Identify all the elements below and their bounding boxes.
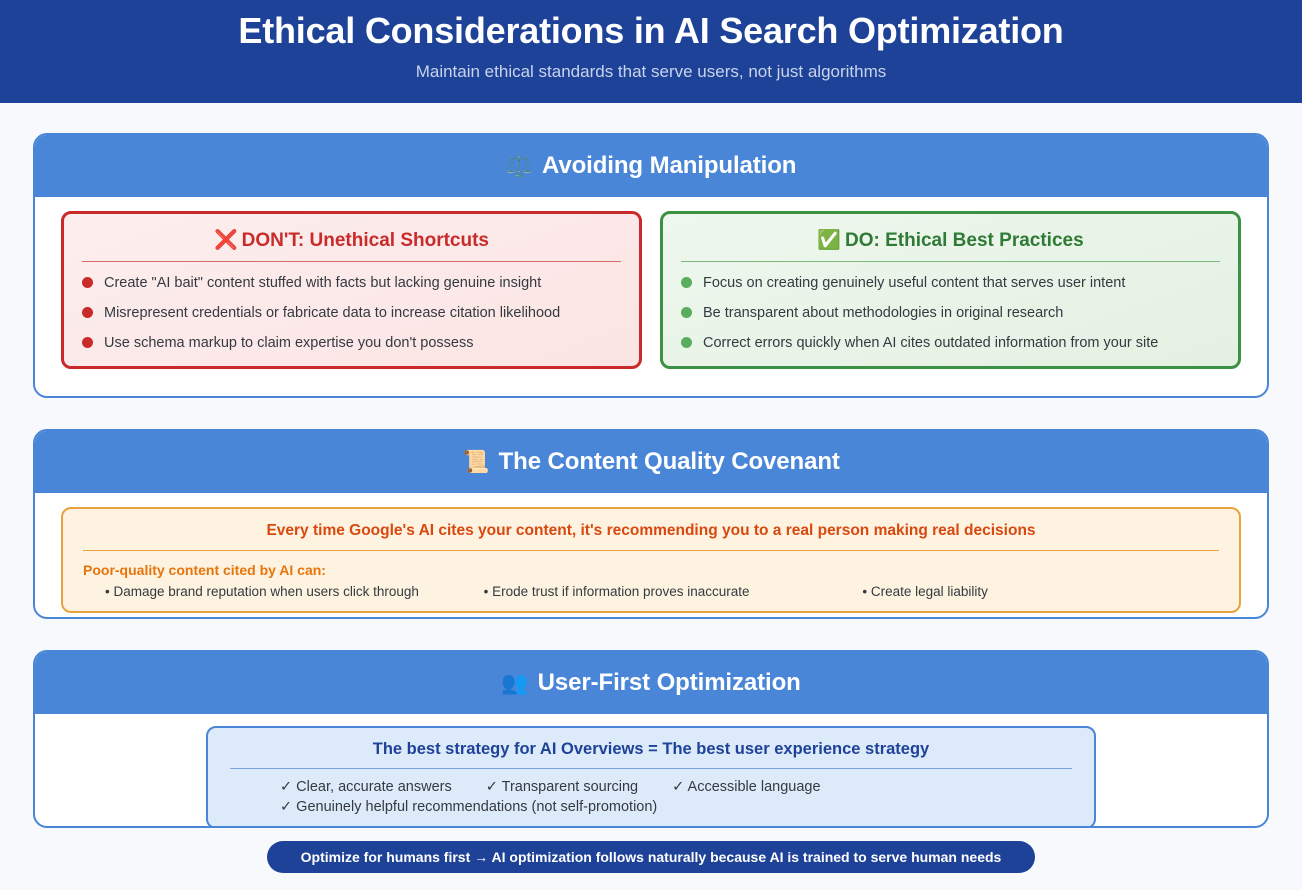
covenant-sub-heading: Poor-quality content cited by AI can: [83, 562, 326, 578]
check-mark-button-icon: ✅ [817, 230, 841, 251]
list-item-text: Misrepresent credentials or fabricate data to increase citation likelihood [104, 305, 561, 321]
user-first-lead-text: The best strategy for AI Overviews = The best user experience strategy [230, 740, 1072, 769]
do-list [681, 274, 1220, 352]
list-item-text: Create "AI bait" content stuffed with facts but lacking genuine insight [104, 275, 542, 291]
dont-panel [61, 211, 642, 369]
cross-mark-icon: ❌ [214, 230, 238, 251]
bullet-dot-icon [82, 337, 93, 348]
user-first-box [206, 726, 1096, 828]
list-item [681, 274, 1220, 292]
covenant-lead-text: Every time Google's AI cites your content, it's recommending you to a real person making real decisions [83, 522, 1219, 551]
covenant-item-list [83, 584, 1219, 599]
list-item: • Damage brand reputation when users click through [105, 584, 419, 599]
dont-panel-title-text: DON'T: Unethical Shortcuts [241, 230, 489, 251]
two-people-icon: 👥 [501, 670, 529, 695]
section-body-user-first-optimization [35, 714, 1267, 828]
bullet-dot-icon [681, 337, 692, 348]
section-card-content-quality-covenant [33, 429, 1269, 619]
section-header-user-first-optimization [35, 652, 1267, 714]
section-header-avoiding-manipulation [35, 135, 1267, 197]
section-title: The Content Quality Covenant [498, 448, 840, 475]
section-body-content-quality-covenant [35, 493, 1267, 619]
section-title: Avoiding Manipulation [542, 152, 797, 179]
list-item [681, 334, 1220, 352]
section-header-content-quality-covenant [35, 431, 1267, 493]
list-item-text: Focus on creating genuinely useful content that serves user intent [703, 275, 1126, 291]
list-item [681, 304, 1220, 322]
section-card-avoiding-manipulation [33, 133, 1269, 398]
do-panel-title-text: DO: Ethical Best Practices [845, 230, 1084, 251]
section-card-user-first-optimization [33, 650, 1269, 828]
section-body-avoiding-manipulation [35, 197, 1267, 383]
do-panel [660, 211, 1241, 369]
list-item: ✓ Accessible language [672, 779, 821, 795]
page-header [0, 0, 1302, 103]
covenant-box [61, 507, 1241, 613]
list-item [82, 274, 621, 292]
bullet-dot-icon [82, 277, 93, 288]
dont-panel-title [82, 228, 621, 262]
list-item [82, 304, 621, 322]
list-item-text: Use schema markup to claim expertise you don't possess [104, 335, 474, 351]
list-item: • Create legal liability [862, 584, 988, 599]
dont-list [82, 274, 621, 352]
list-item-text: Be transparent about methodologies in original research [703, 305, 1064, 321]
do-panel-title [681, 228, 1220, 262]
page-subtitle: Maintain ethical standards that serve users, not just algorithms [415, 62, 887, 81]
page-title: Ethical Considerations in AI Search Optimization [238, 10, 1064, 51]
bullet-dot-icon [681, 277, 692, 288]
bullet-dot-icon [82, 307, 93, 318]
list-item-text: Correct errors quickly when AI cites outdated information from your site [703, 335, 1159, 351]
user-first-item-list [230, 777, 1072, 817]
bullet-dot-icon [681, 307, 692, 318]
bottom-banner: Optimize for humans first → AI optimization follows naturally because AI is trained to serve human needs [267, 841, 1036, 873]
section-title: User-First Optimization [537, 669, 801, 696]
list-item: ✓ Transparent sourcing [485, 779, 639, 795]
scroll-icon: 📜 [462, 449, 490, 474]
list-item: ✓ Genuinely helpful recommendations (not self-promotion) [280, 799, 658, 815]
list-item: • Erode trust if information proves inaccurate [483, 584, 750, 599]
balance-scale-icon: ⚖️ [505, 153, 534, 178]
list-item: ✓ Clear, accurate answers [280, 779, 452, 795]
bottom-banner-wrap [33, 841, 1269, 873]
page-body [0, 133, 1302, 890]
list-item [82, 334, 621, 352]
